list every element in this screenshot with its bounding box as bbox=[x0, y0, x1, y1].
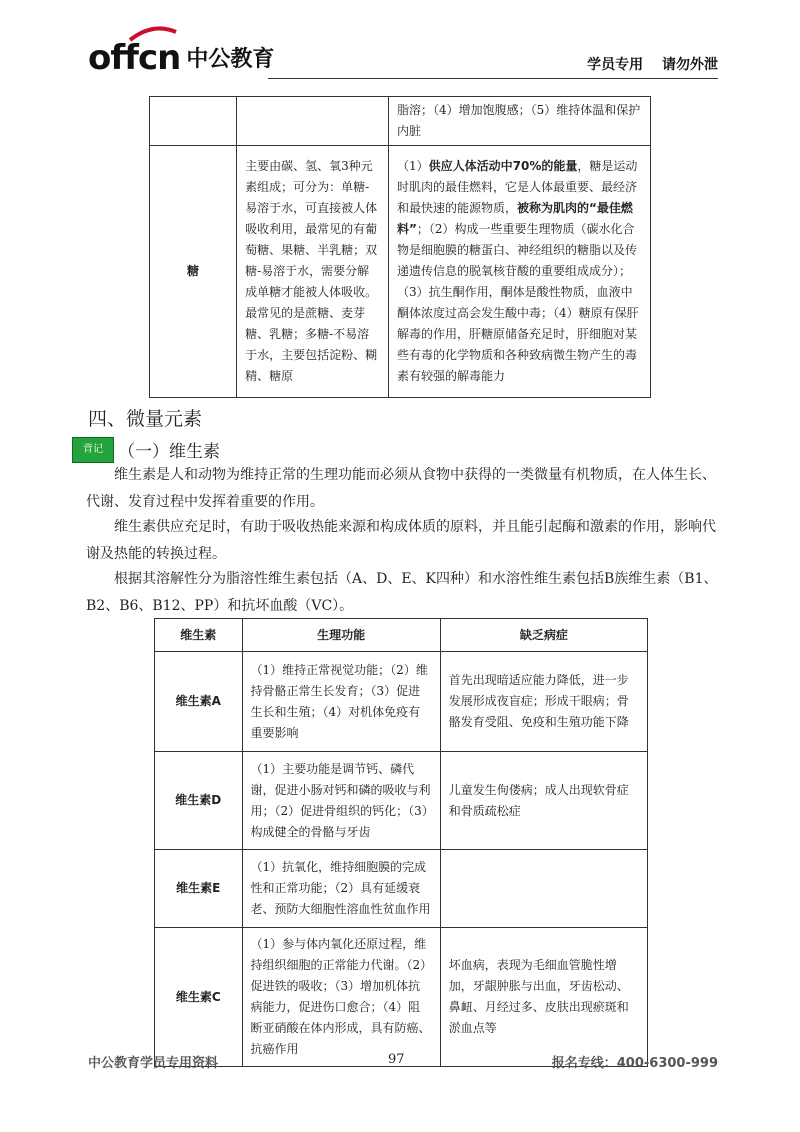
column-header: 生理功能 bbox=[242, 619, 440, 652]
table-header-row bbox=[155, 619, 648, 652]
vitamin-name-cell: 维生素E bbox=[155, 850, 243, 928]
column-header: 缺乏病症 bbox=[440, 619, 647, 652]
func-text: ，糖是运动时肌肉的最佳燃料，它是人体最重要、最经济和最快速的能源物质， bbox=[396, 159, 638, 215]
nutrient-name-cell: 糖 bbox=[150, 146, 237, 398]
subsection-title: （一）维生素 bbox=[118, 442, 220, 462]
nutrient-table-continued bbox=[149, 96, 651, 398]
paragraph: 维生素供应充足时，有助于吸收热能来源和构成体质的原料，并且能引起酶和激素的作用，影响代谢及热能的转换过程。 bbox=[86, 519, 716, 562]
func-text: ；（2）构成一些重要生理物质（碳水化合物是细胞膜的糖蛋白、神经组织的糖脂以及传递遗传信息的脱氧核苷酸的重要组成成分）；（3）抗生酮作用，酮体是酸性物质，血液中酮体浓度过高会发生酸中毒；（4）糖原有保肝解毒的作用，肝糖原储备充足时，肝细胞对某些有毒的化学物质和各种致病微生物产生的毒素有较强的解毒能力 bbox=[396, 222, 639, 383]
table-row bbox=[150, 97, 651, 146]
logo-text-en: offcn bbox=[88, 38, 181, 78]
header-tag-student: 学员专用 bbox=[587, 57, 644, 73]
paragraph: 根据其溶解性分为脂溶性维生素包括（A、D、E、K四种）和水溶性维生素包括B族维生素（B1、B2、B6、B12、PP）和抗坏血酸（VC）。 bbox=[86, 571, 718, 614]
logo-arc-icon bbox=[128, 26, 178, 42]
column-header: 维生素 bbox=[155, 619, 243, 652]
section-title: 四、微量元素 bbox=[88, 408, 203, 430]
page-number: 97 bbox=[388, 1052, 405, 1067]
nutrient-name-cell bbox=[150, 97, 237, 146]
header-tag-confidential: 请勿外泄 bbox=[662, 57, 718, 73]
logo-text-cn: 中公教育 bbox=[186, 47, 275, 72]
vitamin-func-cell: （1）主要功能是调节钙、磷代谢，促进小肠对钙和磷的吸收与利用；（2）促进骨组织的钙化；（3）构成健全的骨骼与牙齿 bbox=[242, 752, 440, 850]
vitamin-func-cell: （1）维持正常视觉功能；（2）维持骨骼正常生长发育；（3）促进生长和生殖；（4）对机体免疫有重要影响 bbox=[242, 652, 440, 752]
vitamin-name-cell: 维生素D bbox=[155, 752, 243, 850]
vitamin-deficiency-cell: 坏血病，表现为毛细血管脆性增加，牙龈肿胀与出血，牙齿松动、鼻衄、月经过多、皮肤出现瘀斑和淤血点等 bbox=[440, 928, 647, 1067]
vitamin-deficiency-cell: 首先出现暗适应能力降低，进一步发展形成夜盲症；形成干眼病；骨骼发育受阻、免疫和生殖功能下降 bbox=[440, 652, 647, 752]
table-row bbox=[155, 752, 648, 850]
footer-hotline: 报名专线：400-6300-999 bbox=[551, 1056, 718, 1071]
paragraph: 维生素是人和动物为维持正常的生理功能而必须从食物中获得的一类微量有机物质，在人体生长、代谢、发育过程中发挥着重要的作用。 bbox=[86, 467, 716, 510]
vitamin-deficiency-cell bbox=[440, 850, 647, 928]
nutrient-desc-cell bbox=[237, 97, 389, 146]
memorize-badge: 背记 bbox=[72, 437, 114, 463]
table-row bbox=[150, 146, 651, 398]
header-tags bbox=[573, 54, 718, 74]
vitamin-name-cell: 维生素C bbox=[155, 928, 243, 1067]
func-bold-text: 被称为肌肉的“最佳燃料” bbox=[396, 201, 633, 236]
vitamin-table bbox=[154, 618, 648, 1067]
vitamin-func-cell: （1）抗氧化，维持细胞膜的完成性和正常功能；（2）具有延缓衰老、预防大细胞性溶血性贫血作用 bbox=[242, 850, 440, 928]
vitamin-name-cell: 维生素A bbox=[155, 652, 243, 752]
footer-left: 中公教育学员专用资料 bbox=[88, 1056, 219, 1071]
table-row bbox=[155, 850, 648, 928]
page-header bbox=[88, 30, 718, 80]
table-row bbox=[155, 652, 648, 752]
vitamin-func-cell: （1）参与体内氧化还原过程，维持组织细胞的正常能力代谢。（2）促进铁的吸收；（3）增加机体抗病能力，促进伤口愈合；（4）阻断亚硝酸在体内形成，具有防癌、抗癌作用 bbox=[242, 928, 440, 1067]
nutrient-func-cell: 脂溶；（4）增加饱腹感；（5）维持体温和保护内脏 bbox=[388, 97, 650, 146]
offcn-logo bbox=[88, 32, 274, 78]
func-text: （1） bbox=[396, 159, 429, 173]
vitamin-deficiency-cell: 儿童发生佝偻病；成人出现软骨症和骨质疏松症 bbox=[440, 752, 647, 850]
table-row bbox=[155, 928, 648, 1067]
header-divider bbox=[268, 78, 718, 79]
nutrient-func-cell bbox=[388, 146, 650, 398]
nutrient-desc-cell: 主要由碳、氢、氧3种元素组成；可分为：单糖-易溶于水，可直接被人体吸收利用，最常见的有葡萄糖、果糖、半乳糖；双糖-易溶于水，需要分解成单糖才能被人体吸收。最常见的是蔗糖、麦芽糖、乳糖；多糖-不易溶于水，主要包括淀粉、糊精、糖原 bbox=[237, 146, 389, 398]
func-bold-text: 供应人体活动中70%的能量 bbox=[428, 159, 578, 173]
